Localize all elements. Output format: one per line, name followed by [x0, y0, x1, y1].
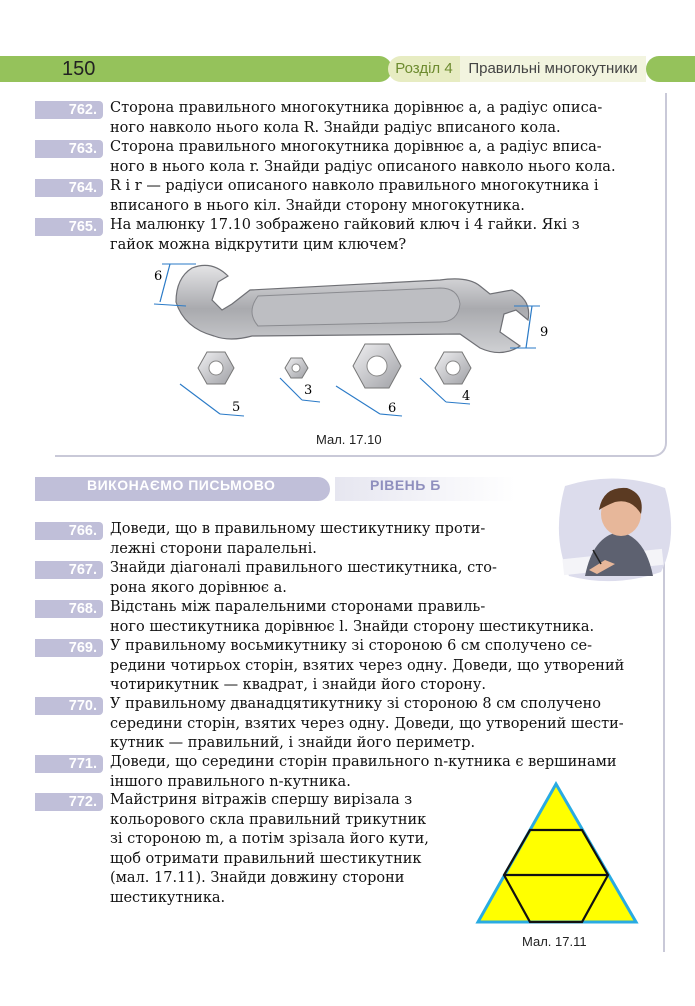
task-number: 762. — [39, 101, 103, 119]
task-number: 772. — [39, 793, 103, 811]
task-line: зі стороною m, а потім зрізала його кути, — [110, 831, 429, 848]
figure-caption: Мал. 17.10 — [316, 432, 382, 447]
task-line: ного шестикутника дорівнює l. Знайди сторону шестикутника. — [110, 618, 595, 635]
nut-size: 4 — [462, 389, 471, 404]
task-line: Доведи, що середини сторін правильного n-кутника є вершинами — [110, 754, 617, 770]
section-tab — [35, 477, 330, 501]
task-number: 771. — [39, 755, 103, 773]
header-bar-left — [0, 56, 392, 82]
wrench-figure — [140, 256, 560, 426]
side-rule — [663, 522, 665, 952]
task-line: Майстриня вітражів спершу вирізала з — [110, 792, 413, 808]
task-line: щоб отримати правильний шестикутник — [110, 850, 422, 867]
task-number: 765. — [39, 218, 103, 236]
task-line: (мал. 17.11). Знайди довжину сторони — [110, 870, 405, 887]
task-764 — [110, 177, 640, 216]
task-line: ного навколо нього кола R. Знайди радіус вписаного кола. — [110, 119, 561, 136]
figure-caption: Мал. 17.11 — [522, 934, 587, 949]
section-header — [35, 477, 441, 501]
task-number: 770. — [39, 697, 103, 715]
nut-icon — [353, 344, 401, 388]
task-line: чотирикутник — квадрат, і знайди його сторону. — [110, 677, 486, 694]
task-772 — [110, 791, 462, 909]
task-770 — [110, 695, 640, 754]
task-line: На малюнку 17.10 зображено гайковий ключ і 4 гайки. Які з — [110, 217, 580, 233]
task-line: Сторона правильного многокутника дорівнює a, а радіус вписа- — [110, 139, 602, 155]
task-766 — [110, 520, 530, 559]
nut-size: 3 — [304, 383, 313, 398]
task-line: редини чотирьох сторін, взятих через одну. Доведи, що утворений — [110, 657, 625, 674]
task-762 — [110, 99, 640, 138]
nut-icon — [285, 358, 308, 378]
chapter-title: Правильні многокутники — [460, 56, 646, 82]
task-line: вписаного в нього кіл. Знайди сторону многокутника. — [110, 197, 525, 214]
wrench-left-size: 6 — [154, 269, 163, 284]
chapter-label: Розділ 4 — [388, 56, 460, 82]
task-line: У правильному дванадцятикутнику зі стороною 8 см сполучено — [110, 696, 602, 712]
task-line: Доведи, що в правильному шестикутнику проти- — [110, 521, 486, 537]
nut-icon — [435, 352, 471, 384]
task-number: 766. — [39, 522, 103, 540]
task-line: Сторона правильного многокутника дорівнює a, а радіус описа- — [110, 100, 603, 116]
task-line: ного в нього кола r. Знайди радіус описаного навколо нього кола. — [110, 158, 616, 175]
task-line: Відстань між паралельними сторонами правиль- — [110, 599, 486, 615]
task-line: середини сторін, взятих через одну. Доведи, що утворений шести- — [110, 715, 624, 732]
task-line: R і r — радіуси описаного навколо правильного многокутника і — [110, 178, 599, 194]
section-label: ВИКОНАЄМО ПИСЬМОВО — [87, 477, 276, 493]
task-number: 768. — [39, 600, 103, 618]
task-line: лежні сторони паралельні. — [110, 540, 317, 557]
task-number: 764. — [39, 179, 103, 197]
task-line: У правильному восьмикутнику зі стороною 6 см сполучено се- — [110, 638, 592, 654]
task-765 — [110, 216, 640, 255]
triangle-figure — [474, 780, 644, 928]
student-illustration — [545, 476, 675, 586]
task-line: іншого правильного n-кутника. — [110, 773, 351, 790]
task-line: кольорового скла правильний трикутник — [110, 811, 427, 828]
header-bar-right — [646, 56, 695, 82]
nut-icon — [198, 352, 234, 384]
page-number: 150 — [62, 58, 96, 80]
nut-size: 6 — [388, 401, 397, 416]
task-number: 763. — [39, 140, 103, 158]
task-line: кутник — правильний, і знайди його периметр. — [110, 735, 476, 752]
task-763 — [110, 138, 640, 177]
wrench-icon — [176, 265, 529, 352]
task-768 — [110, 598, 640, 637]
wrench-right-size: 9 — [540, 325, 549, 340]
task-number: 767. — [39, 561, 103, 579]
level-label: РІВЕНЬ Б — [370, 477, 441, 493]
task-number: 769. — [39, 639, 103, 657]
task-769 — [110, 637, 640, 696]
task-line: рона якого дорівнює a. — [110, 579, 287, 596]
nut-size: 5 — [232, 400, 241, 415]
glass-triangle — [478, 784, 636, 922]
task-line: гайок можна відкрутити цим ключем? — [110, 236, 407, 253]
task-line: шестикутника. — [110, 889, 226, 906]
task-767 — [110, 559, 530, 598]
task-line: Знайди діагоналі правильного шестикутника, сто- — [110, 560, 497, 576]
level-tab — [335, 477, 515, 501]
